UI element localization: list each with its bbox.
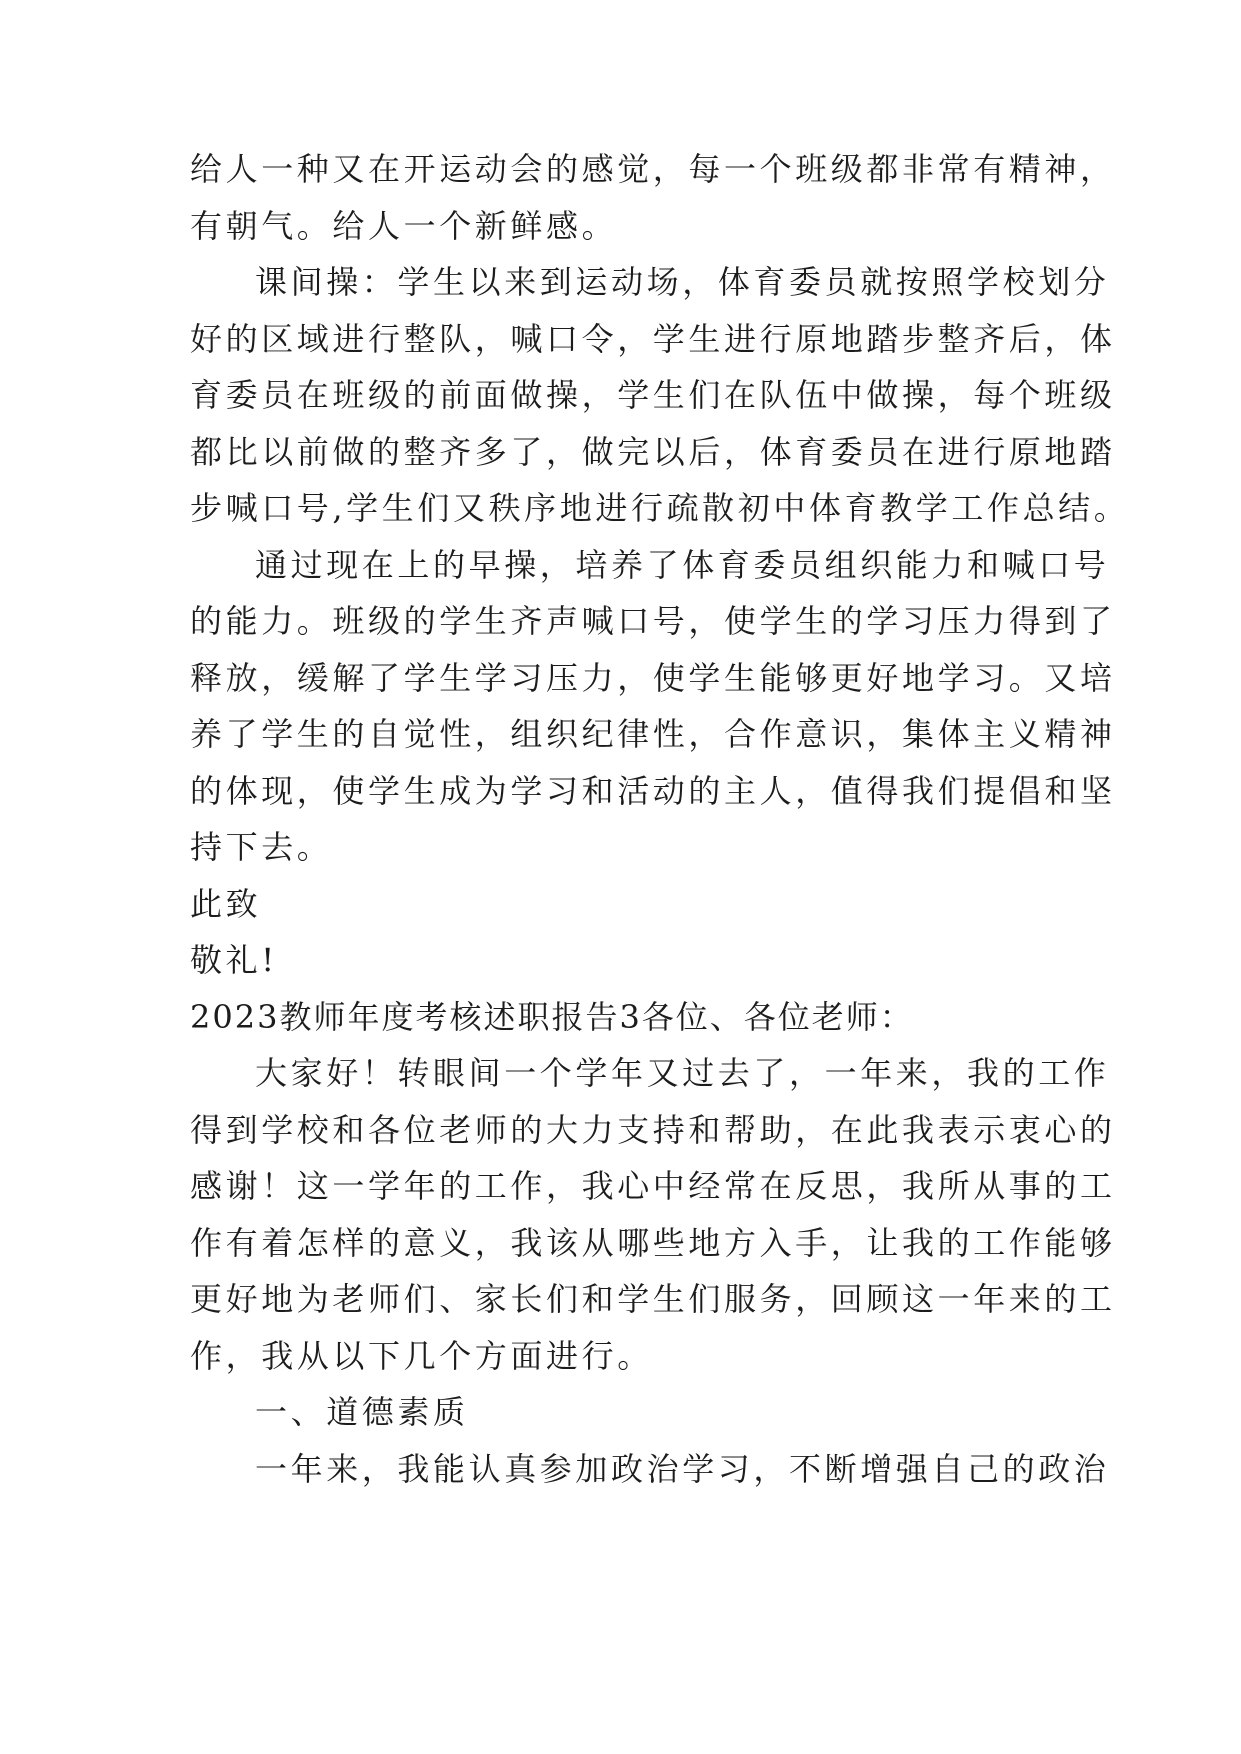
closing-regards: 敬礼!: [190, 941, 278, 979]
text-line-10: 释放，缓解了学生学习压力，使学生能够更好地学习。又培: [190, 659, 1116, 697]
text-line-1: 给人一种又在开运动会的感觉，每一个班级都非常有精神，: [190, 150, 1116, 188]
text-line-20: 作有着怎样的意义，我该从哪些地方入手，让我的工作能够: [190, 1224, 1116, 1262]
paragraph-start-political-study: 一年来，我能认真参加政治学习，不断增强自己的政治: [255, 1450, 1110, 1488]
text-line-19: 感谢！这一学年的工作，我心中经常在反思，我所从事的工: [190, 1167, 1116, 1205]
text-line-4: 好的区域进行整队，喊口令，学生进行原地踏步整齐后，体: [190, 320, 1116, 358]
text-line-7: 步喊口号,学生们又秩序地进行疏散初中体育教学工作总结。: [190, 489, 1130, 527]
text-line-12: 的体现，使学生成为学习和活动的主人，值得我们提倡和坚: [190, 772, 1116, 810]
text-line-11: 养了学生的自觉性，组织纪律性，合作意识，集体主义精神: [190, 715, 1116, 753]
text-line-5: 育委员在班级的前面做操，学生们在队伍中做操，每个班级: [190, 376, 1116, 414]
report-heading: 2023教师年度考核述职报告3各位、各位老师：: [190, 998, 914, 1036]
text-line-6: 都比以前做的整齐多了，做完以后，体育委员在进行原地踏: [190, 433, 1116, 471]
section-heading-moral-quality: 一、道德素质: [255, 1393, 469, 1431]
paragraph-start-break-exercise: 课间操：学生以来到运动场，体育委员就按照学校划分: [255, 263, 1110, 301]
text-line-21: 更好地为老师们、家长们和学生们服务，回顾这一年来的工: [190, 1280, 1116, 1318]
text-line-2: 有朝气。给人一个新鲜感。: [190, 207, 618, 245]
text-line-9: 的能力。班级的学生齐声喊口号，使学生的学习压力得到了: [190, 602, 1116, 640]
text-line-13: 持下去。: [190, 828, 333, 866]
closing-salutation: 此致: [190, 885, 262, 923]
paragraph-start-greeting: 大家好！转眼间一个学年又过去了，一年来，我的工作: [255, 1054, 1110, 1092]
text-line-18: 得到学校和各位老师的大力支持和帮助，在此我表示衷心的: [190, 1111, 1116, 1149]
paragraph-start-morning-exercise: 通过现在上的早操，培养了体育委员组织能力和喊口号: [255, 546, 1110, 584]
text-line-22: 作，我从以下几个方面进行。: [190, 1337, 653, 1375]
